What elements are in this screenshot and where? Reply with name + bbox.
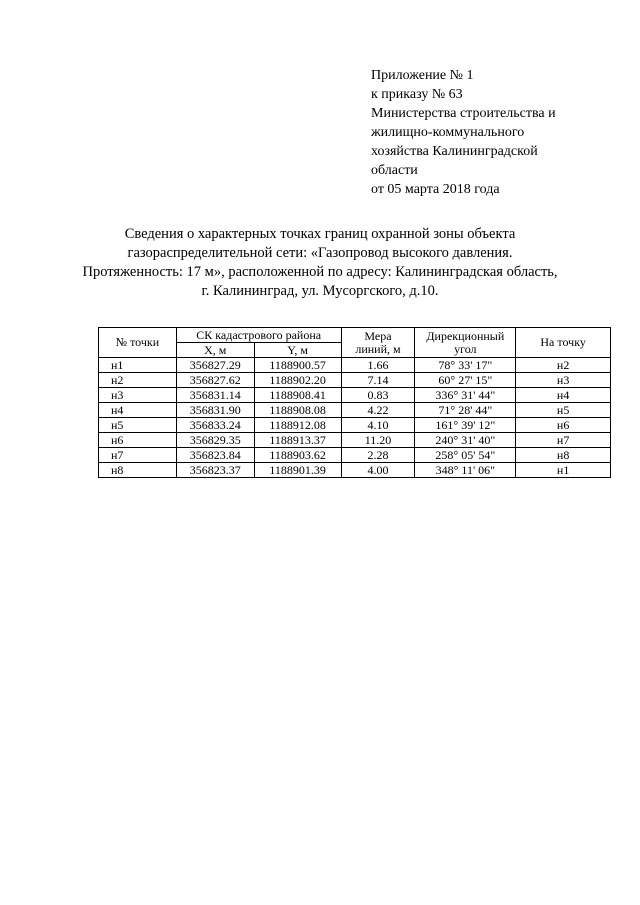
table-row: [99, 403, 611, 418]
header-y: Y, м: [254, 343, 341, 358]
cell-x: 356831.90: [176, 403, 254, 418]
table-row: [99, 418, 611, 433]
table-row: [99, 388, 611, 403]
cell-to-point: н6: [516, 418, 611, 433]
cell-to-point: н5: [516, 403, 611, 418]
cell-measure: 4.10: [341, 418, 415, 433]
appendix-line: к приказу № 63: [371, 87, 463, 102]
table-row: [99, 358, 611, 373]
appendix-line: области: [371, 163, 418, 178]
header-line-measure-1: Мера: [364, 328, 392, 343]
cell-y: 1188902.20: [254, 373, 341, 388]
cell-point: н4: [99, 403, 177, 418]
cell-measure: 4.22: [341, 403, 415, 418]
cell-point: н2: [99, 373, 177, 388]
cell-measure: 2.28: [341, 448, 415, 463]
cell-y: 1188901.39: [254, 463, 341, 478]
appendix-line: Министерства строительства и: [371, 106, 556, 121]
cell-angle: 348° 11' 06": [415, 463, 516, 478]
cell-angle: 336° 31' 44": [415, 388, 516, 403]
cell-point: н5: [99, 418, 177, 433]
cell-point: н7: [99, 448, 177, 463]
cell-to-point: н3: [516, 373, 611, 388]
header-line-measure: [341, 328, 415, 358]
cell-to-point: н2: [516, 358, 611, 373]
table-header-row: [99, 328, 611, 343]
cell-point: н3: [99, 388, 177, 403]
cell-x: 356827.62: [176, 373, 254, 388]
cell-x: 356829.35: [176, 433, 254, 448]
cell-measure: 1.66: [341, 358, 415, 373]
cell-to-point: н1: [516, 463, 611, 478]
table-row: [99, 463, 611, 478]
cell-x: 356823.84: [176, 448, 254, 463]
appendix-line: жилищно-коммунального: [371, 125, 525, 140]
cell-y: 1188900.57: [254, 358, 341, 373]
header-direction-angle-1: Дирекционный: [426, 328, 505, 343]
header-direction-angle-2: угол: [454, 341, 477, 356]
table-row: [99, 373, 611, 388]
header-to-point: На точку: [516, 328, 611, 358]
header-direction-angle: [415, 328, 516, 358]
points-table: [98, 327, 611, 478]
cell-to-point: н7: [516, 433, 611, 448]
cell-y: 1188908.41: [254, 388, 341, 403]
header-x: X, м: [176, 343, 254, 358]
cell-y: 1188913.37: [254, 433, 341, 448]
table-row: [99, 448, 611, 463]
cell-point: н1: [99, 358, 177, 373]
heading-line: г. Калининград, ул. Мусоргского, д.10.: [201, 283, 439, 299]
table-row: [99, 433, 611, 448]
appendix-block: [371, 66, 621, 199]
cell-angle: 71° 28' 44": [415, 403, 516, 418]
header-line-measure-2: линий, м: [355, 341, 401, 356]
cell-y: 1188908.08: [254, 403, 341, 418]
appendix-line: хозяйства Калининградской: [371, 144, 538, 159]
cell-x: 356833.24: [176, 418, 254, 433]
heading-line: Протяженность: 17 м», расположенной по адресу: Калининградская область,: [82, 264, 558, 280]
cell-to-point: н4: [516, 388, 611, 403]
cell-measure: 7.14: [341, 373, 415, 388]
cell-measure: 11.20: [341, 433, 415, 448]
appendix-line: Приложение № 1: [371, 68, 474, 83]
heading-line: Сведения о характерных точках границ охранной зоны объекта: [124, 226, 516, 242]
cell-point: н6: [99, 433, 177, 448]
cell-angle: 60° 27' 15": [415, 373, 516, 388]
cell-angle: 258° 05' 54": [415, 448, 516, 463]
heading-line: газораспределительной сети: «Газопровод высокого давления.: [127, 245, 513, 261]
cell-x: 356827.29: [176, 358, 254, 373]
cell-y: 1188912.08: [254, 418, 341, 433]
appendix-line: от 05 марта 2018 года: [371, 182, 500, 197]
cell-y: 1188903.62: [254, 448, 341, 463]
cell-to-point: н8: [516, 448, 611, 463]
document-heading: [60, 225, 580, 301]
cell-angle: 240° 31' 40": [415, 433, 516, 448]
header-coordinate-system: СК кадастрового района: [176, 328, 341, 343]
cell-x: 356823.37: [176, 463, 254, 478]
cell-x: 356831.14: [176, 388, 254, 403]
cell-measure: 0.83: [341, 388, 415, 403]
header-point-number: № точки: [99, 328, 177, 358]
cell-point: н8: [99, 463, 177, 478]
cell-measure: 4.00: [341, 463, 415, 478]
cell-angle: 78° 33' 17": [415, 358, 516, 373]
cell-angle: 161° 39' 12": [415, 418, 516, 433]
